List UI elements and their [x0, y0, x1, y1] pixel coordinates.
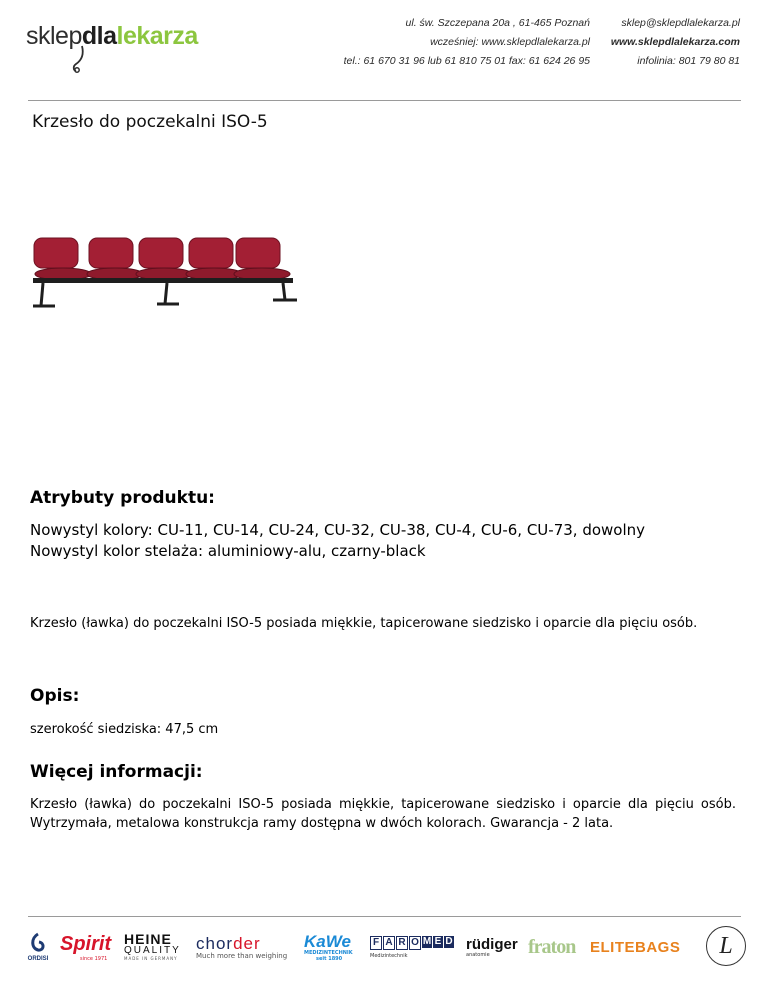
brand-logos	[20, 926, 750, 968]
shop-email-link[interactable]: sklep@sklepdlalekarza.pl	[621, 17, 740, 29]
shop-address: ul. św. Szczepana 20a , 61-465 Poznań	[405, 17, 590, 29]
brand-kawe	[304, 926, 353, 968]
stethoscope-icon	[68, 44, 98, 74]
attributes-heading: Atrybuty produktu:	[30, 488, 215, 508]
brand-faromed-label: F A R O M E D	[370, 936, 455, 950]
brand-spirit-label: Spirit	[60, 932, 112, 955]
more-info-text: Krzesło (ławka) do poczekalni ISO-5 posiada miękkie, tapicerowane siedzisko i oparcie dla pięciu osób. Wytrzymała, metalowa konstrukcja ramy dostępna w dwóch kolorach. Gwarancja - 2 lata.	[30, 797, 736, 831]
brand-elitebags	[590, 926, 680, 968]
brand-faromed-sub: Medizintechnik	[370, 952, 408, 959]
brand-chorder-sub: Much more than weighing	[196, 951, 288, 960]
brand-ordisi	[24, 926, 52, 968]
shop-contact-block	[611, 14, 740, 71]
brand-rudiger-sub: anatomie	[466, 951, 490, 958]
brand-fraton-label: fraton	[528, 935, 576, 958]
shop-logo[interactable]	[24, 14, 214, 74]
footer-divider	[28, 916, 741, 917]
product-image	[25, 228, 305, 310]
brand-heine-sub: MADE IN GERMANY	[124, 956, 178, 961]
brand-rudiger	[466, 926, 518, 968]
attribute-frame-color: Nowystyl kolor stelaża: aluminiowy-alu, czarny-black	[30, 542, 426, 560]
attribute-colors: Nowystyl kolory: CU-11, CU-14, CU-24, CU-32, CU-38, CU-4, CU-6, CU-73, dowolny	[30, 521, 646, 539]
previous-website: wcześniej: www.sklepdlalekarza.pl	[430, 36, 590, 48]
phone-fax: tel.: 61 670 31 96 lub 61 810 75 01 fax: 61 624 26 95	[343, 55, 590, 67]
shop-website-link[interactable]: www.sklepdlalekarza.com	[610, 36, 740, 48]
brand-heine-quality: QUALITY	[124, 945, 181, 956]
brand-elitebags-label: ELITEBAGS	[590, 938, 681, 956]
logo-part-dla: dla	[81, 22, 117, 50]
brand-kawe-sub: MEDIZINTECHNIK	[304, 949, 353, 956]
brand-kawe-label: KaWe	[304, 931, 351, 951]
description-heading: Opis:	[30, 686, 80, 706]
brand-spirit-sub: since 1971	[80, 955, 108, 962]
brand-fraton	[528, 926, 575, 968]
attributes-list	[30, 520, 645, 562]
header-divider	[28, 100, 741, 101]
product-title: Krzesło do poczekalni ISO-5	[32, 112, 268, 132]
logo-part-sklep: sklep	[26, 22, 82, 50]
short-description: Krzesło (ławka) do poczekalni ISO-5 posiada miękkie, tapicerowane siedzisko i oparcie dla pięciu osób.	[30, 616, 698, 631]
page-header	[0, 0, 768, 90]
logo-wordmark	[26, 22, 198, 51]
brand-littmann	[706, 926, 746, 966]
brand-rudiger-label: rüdiger	[466, 935, 518, 953]
more-info-heading: Więcej informacji:	[30, 762, 203, 782]
logo-part-lekarza: lekarza	[116, 22, 198, 50]
ordisi-swirl-icon	[28, 932, 48, 956]
brand-kawe-since: seit 1890	[316, 955, 343, 962]
infoline: infolinia: 801 79 80 81	[637, 55, 740, 67]
brand-faromed	[370, 926, 455, 968]
brand-ordisi-label: ORDISI	[27, 956, 49, 962]
brand-heine-label: HEINE	[124, 931, 172, 947]
brand-chorder	[196, 926, 287, 968]
brand-heine	[124, 926, 181, 968]
brand-littmann-label: L	[719, 932, 733, 959]
brand-chorder-label: chorder	[196, 933, 261, 953]
description-text: szerokość siedziska: 47,5 cm	[30, 722, 219, 737]
brand-spirit	[60, 926, 111, 968]
shop-address-block	[344, 14, 590, 71]
